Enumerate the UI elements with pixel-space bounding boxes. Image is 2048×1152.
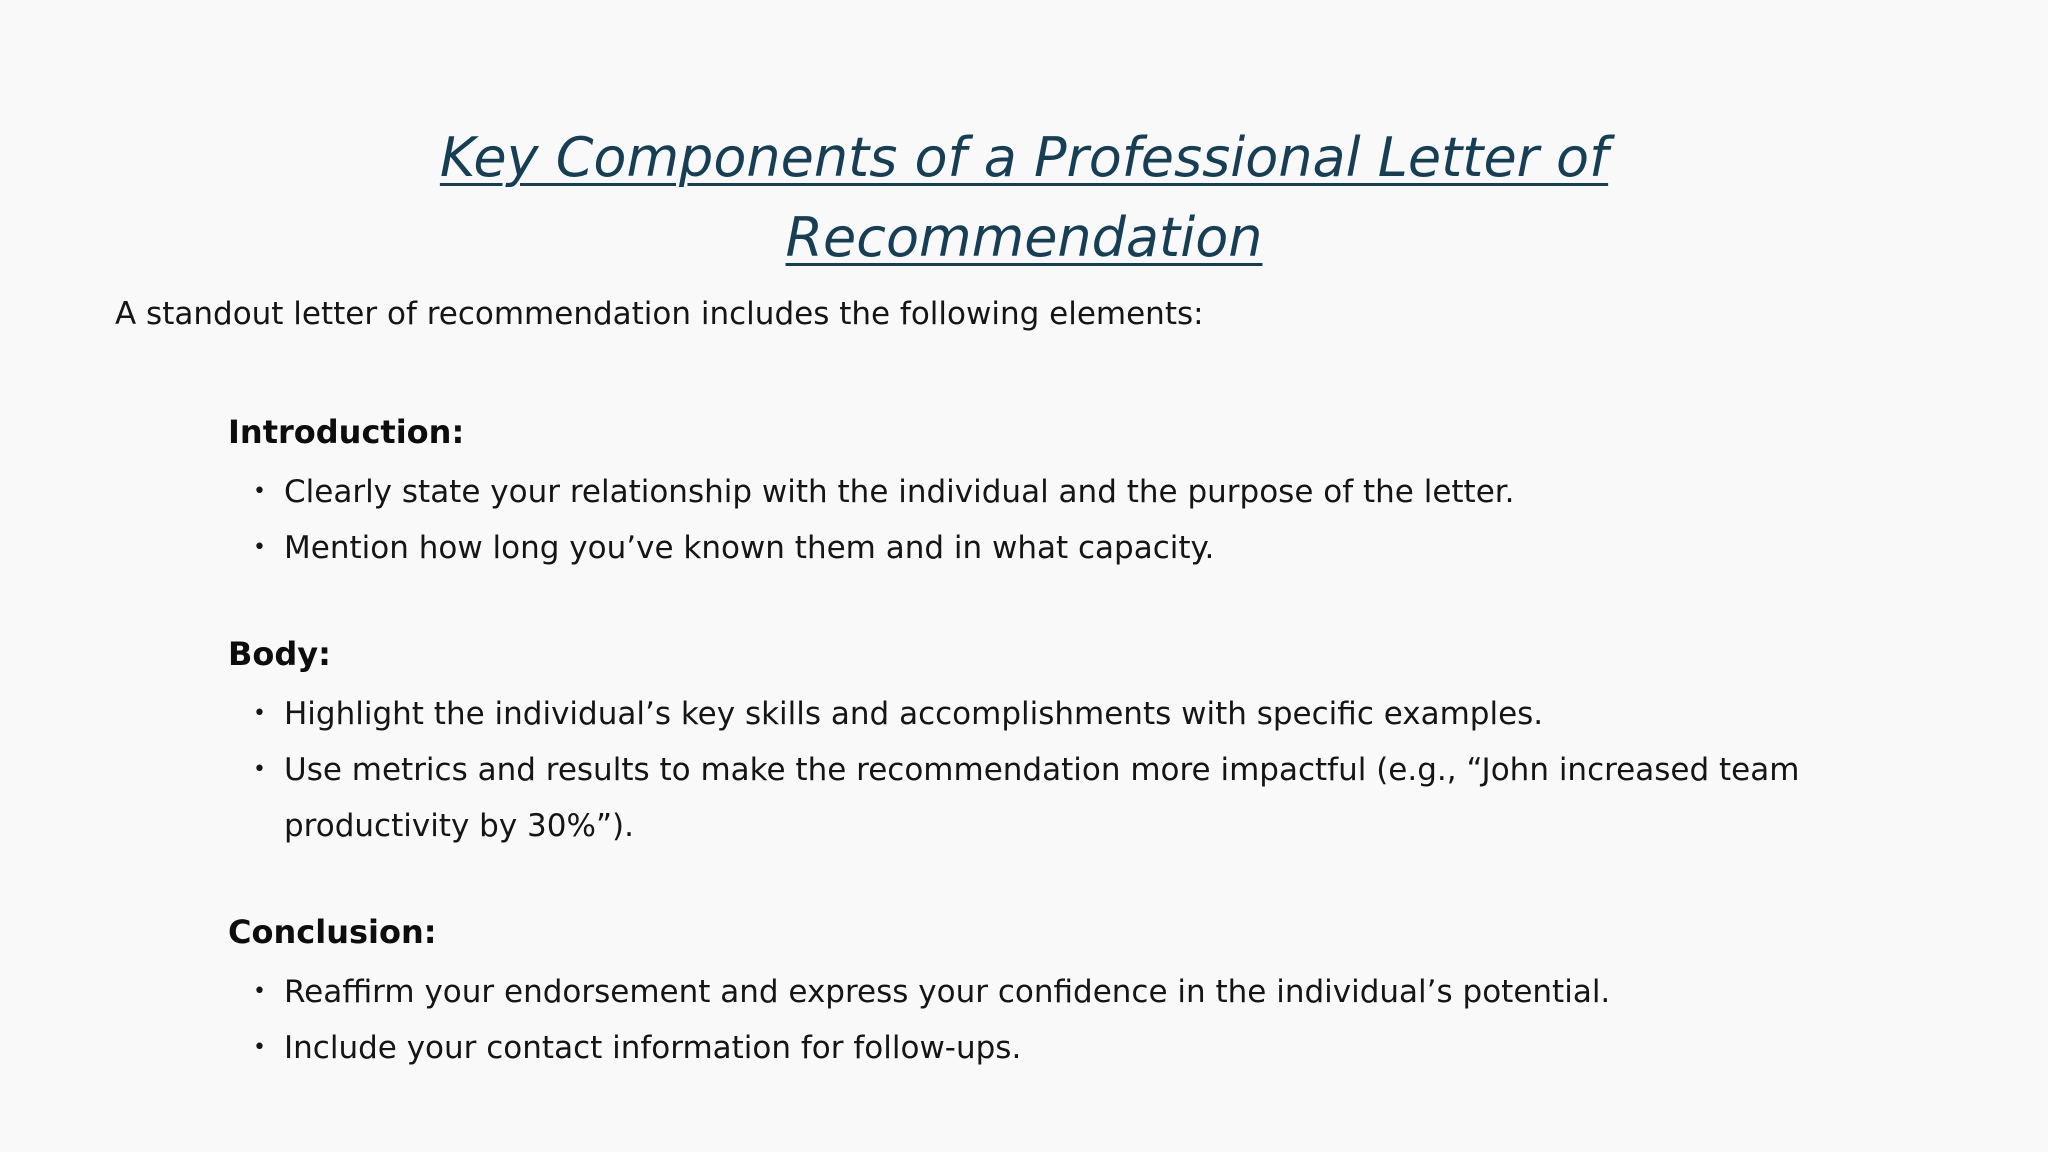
section-conclusion bbox=[228, 908, 1878, 1076]
list-item bbox=[228, 520, 1878, 576]
list-item-text: Reaffirm your endorsement and express your confidence in the individual’s potential. bbox=[284, 974, 1611, 1010]
bullet-list bbox=[228, 964, 1878, 1076]
bullet-icon: • bbox=[253, 979, 266, 1004]
section-introduction bbox=[228, 408, 1878, 576]
bullet-icon: • bbox=[253, 701, 266, 726]
list-item bbox=[228, 964, 1878, 1020]
bullet-icon: • bbox=[253, 1035, 266, 1060]
bullet-icon: • bbox=[253, 757, 266, 782]
intro-text: A standout letter of recommendation includes the following elements: bbox=[115, 296, 1204, 332]
section-body bbox=[228, 630, 1878, 854]
page-title-line-1: Key Components of a Professional Letter of bbox=[439, 126, 1609, 189]
bullet-icon: • bbox=[253, 479, 266, 504]
list-item-text: Highlight the individual’s key skills and accomplishments with specific examples. bbox=[284, 696, 1544, 732]
bullet-icon: • bbox=[253, 535, 266, 560]
bullet-list bbox=[228, 464, 1878, 576]
list-item bbox=[228, 464, 1878, 520]
section-heading: Body: bbox=[228, 635, 331, 673]
page-title-line-2: Recommendation bbox=[785, 206, 1263, 269]
section-heading: Introduction: bbox=[228, 413, 465, 451]
section-heading: Conclusion: bbox=[228, 913, 437, 951]
list-item-text: Include your contact information for follow-ups. bbox=[284, 1030, 1022, 1066]
list-item-text: Clearly state your relationship with the individual and the purpose of the letter. bbox=[284, 474, 1515, 510]
list-item-text: Use metrics and results to make the recommendation more impactful (e.g., “John increased team productivity by 30%”). bbox=[284, 752, 1800, 844]
bullet-list bbox=[228, 686, 1878, 854]
list-item bbox=[228, 1020, 1878, 1076]
list-item bbox=[228, 686, 1878, 742]
page-title bbox=[0, 118, 2048, 278]
list-item bbox=[228, 742, 1878, 854]
list-item-text: Mention how long you’ve known them and in what capacity. bbox=[284, 530, 1215, 566]
